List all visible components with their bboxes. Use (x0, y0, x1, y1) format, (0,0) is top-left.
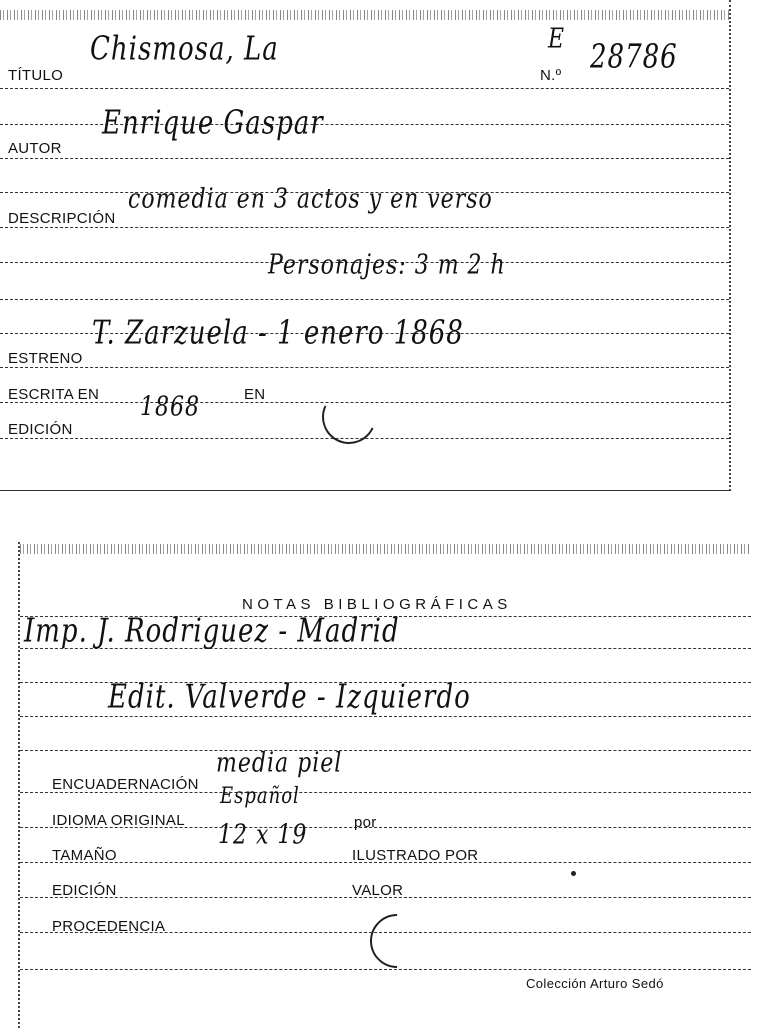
label-numero: N.º (540, 67, 562, 84)
hw-tamano: 12 x 19 (218, 819, 308, 851)
hw-autor: Enrique Gaspar (102, 104, 324, 142)
ink-dot (571, 871, 576, 876)
catalog-card-bottom (18, 542, 751, 1028)
label-edicion: EDICIÓN (8, 421, 73, 438)
hw-numero: 28786 (590, 38, 678, 76)
hw-personajes: Personajes: 3 m 2 h (268, 249, 506, 281)
hw-titulo: Chismosa, La (90, 30, 279, 68)
hw-estreno: T. Zarzuela - 1 enero 1868 (92, 314, 464, 352)
hw-note-2: Edit. Valverde - Izquierdo (108, 678, 471, 716)
hw-mark: E (548, 23, 566, 55)
rule (20, 716, 751, 717)
collection-credit: Colección Arturo Sedó (526, 976, 664, 991)
label-edicion-2: EDICIÓN (52, 882, 117, 899)
rule (20, 750, 751, 751)
punch-hole-mark (359, 903, 435, 979)
label-por: por (354, 814, 377, 831)
rule (0, 158, 729, 159)
label-tamano: TAMAÑO (52, 847, 117, 864)
label-idioma: IDIOMA ORIGINAL (52, 812, 185, 829)
catalog-card-top (0, 0, 731, 491)
hw-edicion: 1868 (140, 391, 200, 423)
label-procedencia: PROCEDENCIA (52, 918, 166, 935)
hw-encuadernacion: media piel (216, 747, 343, 779)
label-descripcion: DESCRIPCIÓN (8, 210, 116, 227)
label-autor: AUTOR (8, 140, 62, 157)
hw-note-1: Imp. J. Rodriguez - Madrid (24, 612, 400, 650)
scan-noise-top (20, 544, 751, 554)
scan-noise-top (0, 10, 729, 20)
label-escrita-en: ESCRITA EN (8, 386, 100, 403)
label-encuadernacion: ENCUADERNACIÓN (52, 776, 199, 793)
label-titulo: TÍTULO (8, 67, 64, 84)
punch-hole-mark (314, 382, 383, 451)
hw-descripcion: comedia en 3 actos y en verso (128, 183, 493, 215)
rule (0, 88, 729, 89)
label-estreno: ESTRENO (8, 350, 83, 367)
hw-idioma: Español (220, 782, 300, 809)
rule (0, 299, 729, 300)
label-valor: VALOR (352, 882, 404, 899)
label-en: EN (244, 386, 266, 403)
rule (0, 367, 729, 368)
rule (0, 227, 729, 228)
rule (20, 969, 751, 970)
notas-heading: NOTAS BIBLIOGRÁFICAS (242, 596, 512, 613)
label-ilustrado: ILUSTRADO POR (352, 847, 479, 864)
